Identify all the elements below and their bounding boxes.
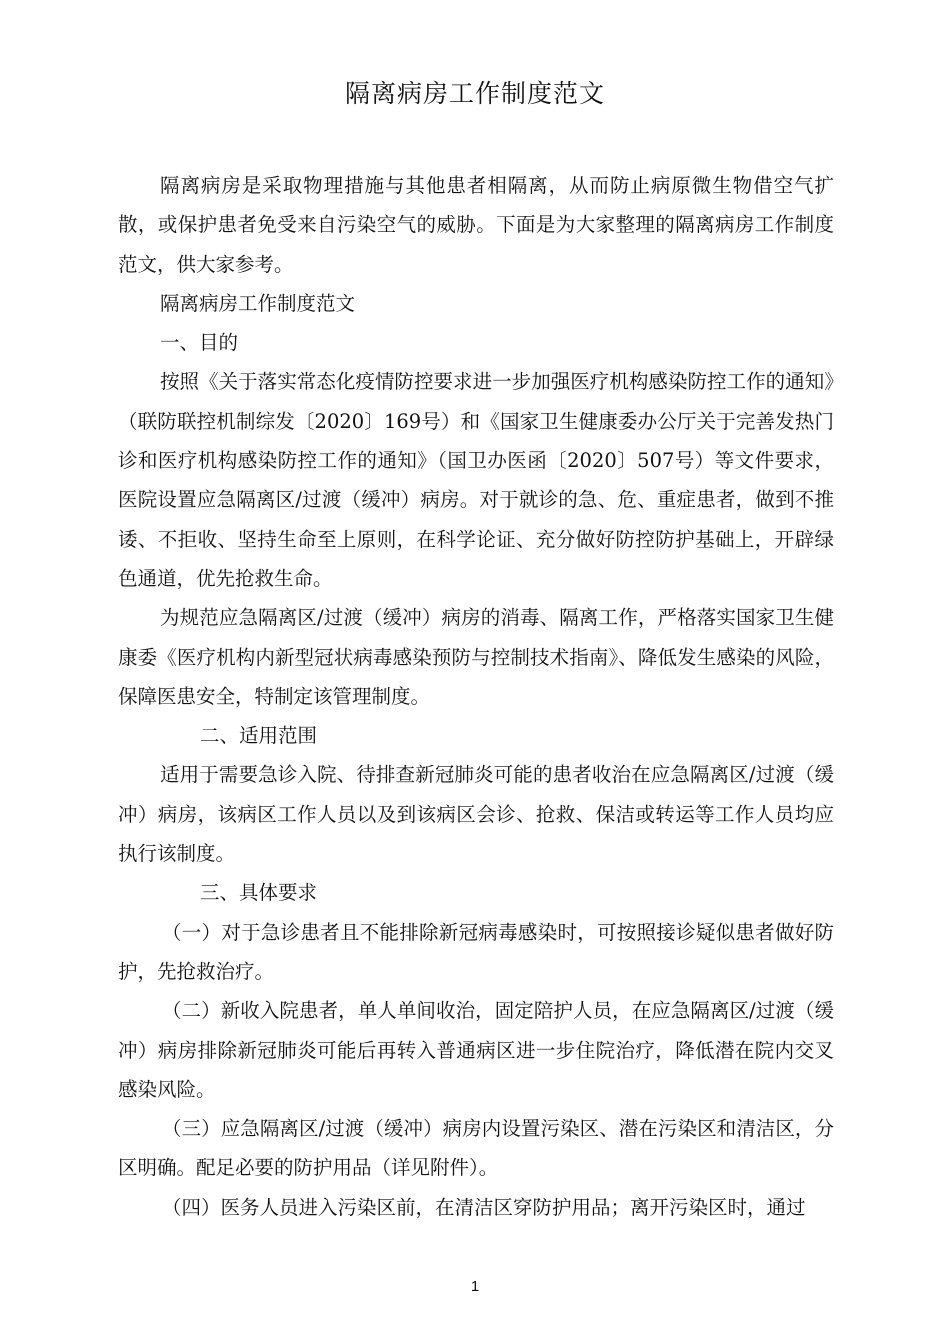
requirement-item-3: （三）应急隔离区/过渡（缓冲）病房内设置污染区、潜在污染区和清洁区，分区明确。配足必要的防护用品（详见附件）。: [118, 1117, 834, 1180]
requirement-item-4: （四）医务人员进入污染区前，在清洁区穿防护用品；离开污染区时，通过: [162, 1195, 806, 1219]
section-heading-requirements: 三、具体要求: [200, 881, 318, 905]
purpose-paragraph: 按照《关于落实常态化疫情防控要求进一步加强医疗机构感染防控工作的通知》（联防联控机制综发〔2020〕169号）和《国家卫生健康委办公厅关于完善发热门诊和医疗机构感染防控工作的通知》（国卫办医函〔2020〕507号）等文件要求，医院设置应急隔离区/过渡（缓冲）病房。对于就诊的急、危、重症患者，做到不推诿、不拒收、坚持生命至上原则，在科学论证、充分做好防控防护基础上，开辟绿色通道，优先抢救生命。: [118, 370, 834, 590]
scope-paragraph: 适用于需要急诊入院、待排查新冠肺炎可能的患者收治在应急隔离区/过渡（缓冲）病房，该病区工作人员以及到该病区会诊、抢救、保洁或转运等工作人员均应执行该制度。: [118, 763, 834, 866]
intro-paragraph: 隔离病房是采取物理措施与其他患者相隔离，从而防止病原微生物借空气扩散，或保护患者免受来自污染空气的威胁。下面是为大家整理的隔离病房工作制度范文，供大家参考。: [118, 174, 834, 276]
purpose-paragraph-2: 为规范应急隔离区/过渡（缓冲）病房的消毒、隔离工作，严格落实国家卫生健康委《医疗机构内新型冠状病毒感染预防与控制技术指南》、降低发生感染的风险，保障医患安全，特制定该管理制度。: [118, 606, 834, 708]
document-body: [118, 166, 834, 1227]
requirement-item-1: （一）对于急诊患者且不能排除新冠病毒感染时，可按照接诊疑似患者做好防护，先抢救治疗。: [118, 920, 834, 983]
section-heading-scope: 二、适用范围: [200, 724, 318, 748]
page-number: 1: [470, 1278, 480, 1295]
subtitle-paragraph: 隔离病房工作制度范文: [160, 291, 356, 315]
document-title: 隔离病房工作制度范文: [344, 79, 605, 108]
requirement-item-2: （二）新收入院患者，单人单间收治，固定陪护人员，在应急隔离区/过渡（缓冲）病房排除新冠肺炎可能后再转入普通病区进一步住院治疗，降低潜在院内交叉感染风险。: [118, 999, 834, 1101]
section-heading-purpose: 一、目的: [160, 331, 239, 355]
